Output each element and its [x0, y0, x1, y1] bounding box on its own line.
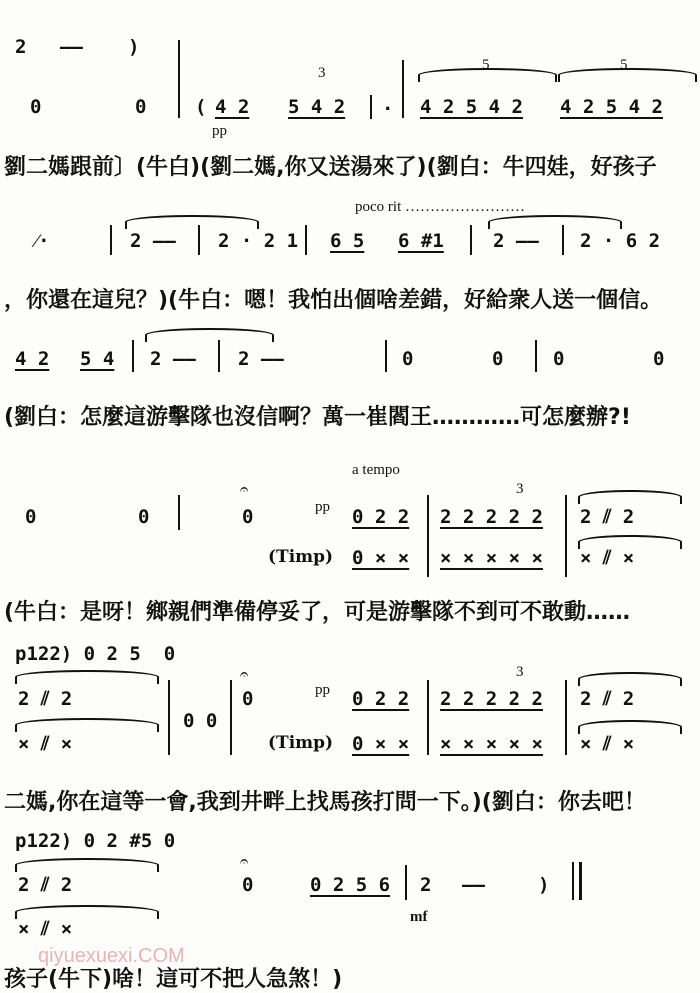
notes: 4 2	[215, 96, 250, 118]
final-barline	[572, 862, 574, 900]
notes: 2 2 2 2 2	[440, 688, 543, 710]
dynamic: mf	[410, 909, 428, 925]
note: 0	[242, 688, 254, 710]
note: 0	[138, 506, 150, 528]
barline	[405, 865, 407, 900]
fermata-icon: 𝄐	[240, 482, 249, 498]
notes: 5 4	[80, 348, 115, 370]
percussion-notes: 0 × ×	[352, 733, 410, 755]
tuplet-number: 3	[516, 481, 524, 497]
notes: 2 ⫽ 2	[580, 688, 635, 710]
note: 0	[242, 506, 254, 528]
notes: 4 2	[15, 348, 50, 370]
fermata-icon: 𝄐	[240, 667, 249, 683]
cue-notes: p122) 0 2 5 0	[15, 643, 176, 665]
note: 0	[242, 874, 254, 896]
tie	[15, 718, 159, 732]
lyric-line: 孩子(牛下)啥！這可不把人急煞！)	[4, 967, 343, 992]
barline	[178, 40, 180, 118]
barline	[370, 95, 372, 119]
note: 0	[553, 348, 565, 370]
notes: 5 4 2	[288, 96, 346, 118]
watermark: qiyuexuexi.COM	[38, 945, 185, 967]
barline	[178, 495, 180, 530]
barline	[230, 680, 232, 755]
paren: )	[128, 36, 140, 58]
tuplet-number: 3	[318, 65, 326, 81]
percussion-notes: 0 × ×	[352, 547, 410, 569]
percussion-notes: × ⫽ ×	[18, 733, 73, 755]
barline	[198, 225, 200, 255]
cue-notes: p122) 0 2 #5 0	[15, 830, 176, 852]
note: 0	[30, 96, 42, 118]
tuplet-number: 5	[482, 57, 490, 73]
barline	[427, 680, 429, 755]
repeat-dot: ·	[382, 98, 394, 120]
notes: 2 ⫽ 2	[580, 506, 635, 528]
lyric-line: ，你還在這兒？)(牛白：嗯！我怕出個啥差錯，好給衆人送一個信。	[4, 288, 663, 313]
notes: 4 2 5 4 2	[560, 96, 663, 118]
notes: 2 2 2 2 2	[440, 506, 543, 528]
note: 2	[15, 36, 27, 58]
dash: ——	[60, 36, 83, 58]
notes: 2 ——	[150, 348, 196, 370]
note: 2	[420, 874, 432, 896]
tuplet-number: 3	[516, 664, 524, 680]
percussion-notes: × ⫽ ×	[18, 918, 73, 940]
barline	[218, 340, 220, 372]
lyric-line: 劉二媽跟前〕(牛白)(劉二媽,你又送湯來了)(劉白：牛四娃，好孩子	[4, 155, 657, 180]
note: 0	[653, 348, 665, 370]
notes: 2 ——	[493, 230, 539, 252]
notes: 6 #1	[398, 230, 444, 252]
tie	[578, 490, 682, 504]
tie	[125, 215, 259, 229]
tempo-marking: a tempo	[352, 462, 400, 478]
dash: ——	[462, 874, 485, 896]
percussion-notes: × ⫽ ×	[580, 733, 635, 755]
percussion-notes: × × × × ×	[440, 547, 543, 569]
notes: 2 ——	[130, 230, 176, 252]
barline	[168, 680, 170, 755]
barline	[565, 680, 567, 755]
barline	[470, 225, 472, 255]
note: 0	[135, 96, 147, 118]
percussion-notes: × × × × ×	[440, 733, 543, 755]
fermata-icon: 𝄐	[240, 854, 249, 870]
note: 0	[492, 348, 504, 370]
barline	[402, 60, 404, 118]
instrument-label: (Timp)	[268, 547, 334, 567]
barline	[562, 225, 564, 255]
tuplet-number: 5	[620, 57, 628, 73]
slur	[558, 68, 697, 82]
tie	[15, 858, 159, 872]
notes: 6 5	[330, 230, 365, 252]
notes: 2 · 6 2	[580, 230, 661, 252]
tie	[145, 328, 274, 342]
barline	[535, 340, 537, 372]
repeat-sign: ⁄·	[35, 230, 50, 252]
percussion-notes: × ⫽ ×	[580, 547, 635, 569]
notes: 2 ⫽ 2	[18, 874, 73, 896]
notes: 2 ——	[238, 348, 284, 370]
paren: (	[195, 96, 207, 118]
tie	[578, 720, 682, 734]
barline	[110, 225, 112, 255]
tie	[578, 672, 682, 686]
notes: 0 0	[183, 710, 218, 732]
note: 0	[25, 506, 37, 528]
barline	[565, 495, 567, 577]
tie	[488, 215, 622, 229]
barline	[385, 340, 387, 372]
notes: 4 2 5 4 2	[420, 96, 523, 118]
tie	[15, 670, 159, 684]
paren: )	[538, 874, 550, 896]
tie	[15, 905, 159, 919]
lyric-line: (牛白：是呀！鄉親們準備停妥了，可是游擊隊不到可不敢動……	[4, 600, 631, 625]
lyric-line: (劉白：怎麼這游擊隊也沒信啊？萬一崔閻王…………可怎麼辦?!	[4, 405, 631, 430]
notes: 0 2 2	[352, 506, 410, 528]
barline	[305, 225, 307, 255]
notes: 2 · 2 1	[218, 230, 299, 252]
tempo-marking: poco rit ……………………	[355, 199, 525, 215]
notes: 0 2 5 6	[310, 874, 391, 896]
barline	[427, 495, 429, 577]
lyric-line: 二媽,你在這等一會,我到井畔上找馬孩打問一下。)(劉白：你去吧！	[4, 790, 646, 815]
barline	[132, 340, 134, 372]
notes: 2 ⫽ 2	[18, 688, 73, 710]
dynamic: pp	[315, 682, 330, 698]
final-barline	[579, 862, 582, 900]
instrument-label: (Timp)	[268, 733, 334, 753]
note: 0	[402, 348, 414, 370]
dynamic: pp	[212, 123, 227, 139]
notes: 0 2 2	[352, 688, 410, 710]
dynamic: pp	[315, 499, 330, 515]
